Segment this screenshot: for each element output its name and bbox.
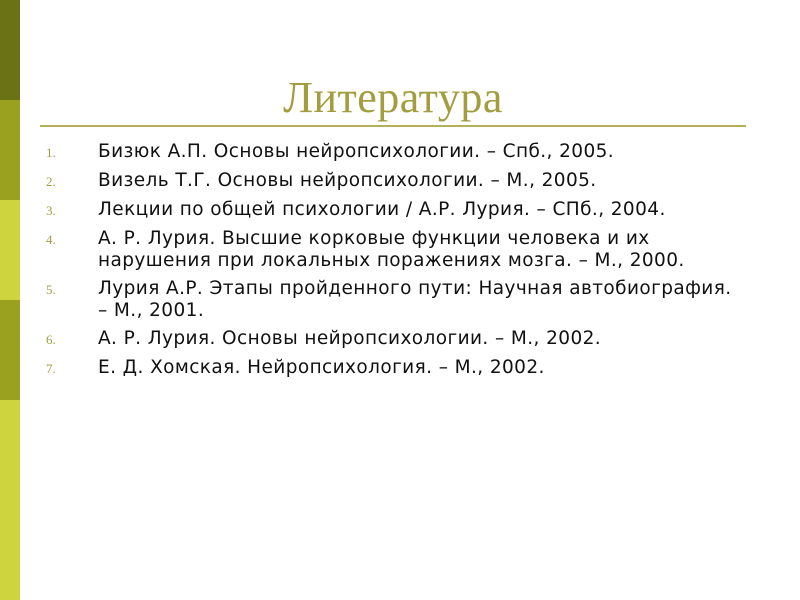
reference-text: Лурия А.Р. Этапы пройденного пути: Научная автобиография. – М., 2001.: [98, 278, 732, 321]
list-number: 2.: [46, 174, 56, 189]
list-item: [46, 199, 746, 222]
list-number: 5.: [46, 282, 56, 297]
list-item: [46, 278, 746, 322]
reference-text: А. Р. Лурия. Основы нейропсихологии. – М., 2002.: [98, 328, 602, 349]
list-number: 7.: [46, 361, 56, 376]
reference-text: Бизюк А.П. Основы нейропсихологии. – Спб., 2005.: [98, 141, 615, 162]
list-item: [46, 141, 746, 164]
title-divider: [40, 125, 746, 127]
strip-segment-mid-1: [0, 100, 20, 200]
strip-segment-dark: [0, 0, 20, 100]
reference-text: А. Р. Лурия. Высшие корковые функции человека и их нарушения при локальных поражениях мозга. – М., 2000.: [98, 228, 685, 271]
list-number: 1.: [46, 145, 56, 160]
strip-segment-mid-2: [0, 300, 20, 400]
strip-segment-light-1: [0, 200, 20, 300]
list-number: 3.: [46, 203, 56, 218]
decorative-side-strip: [0, 0, 20, 600]
list-number: 4.: [46, 232, 56, 247]
list-item: [46, 357, 746, 380]
strip-segment-light-2: [0, 400, 20, 600]
list-number: 6.: [46, 332, 56, 347]
reference-list: [46, 141, 746, 386]
slide-title: Литература: [283, 73, 503, 122]
list-item: [46, 328, 746, 351]
reference-text: Визель Т.Г. Основы нейропсихологии. – М., 2005.: [98, 170, 597, 191]
list-item: [46, 228, 746, 272]
reference-text: Е. Д. Хомская. Нейропсихология. – М., 2002.: [98, 357, 545, 378]
reference-text: Лекции по общей психологии / А.Р. Лурия. – СПб., 2004.: [98, 199, 666, 220]
list-item: [46, 170, 746, 193]
